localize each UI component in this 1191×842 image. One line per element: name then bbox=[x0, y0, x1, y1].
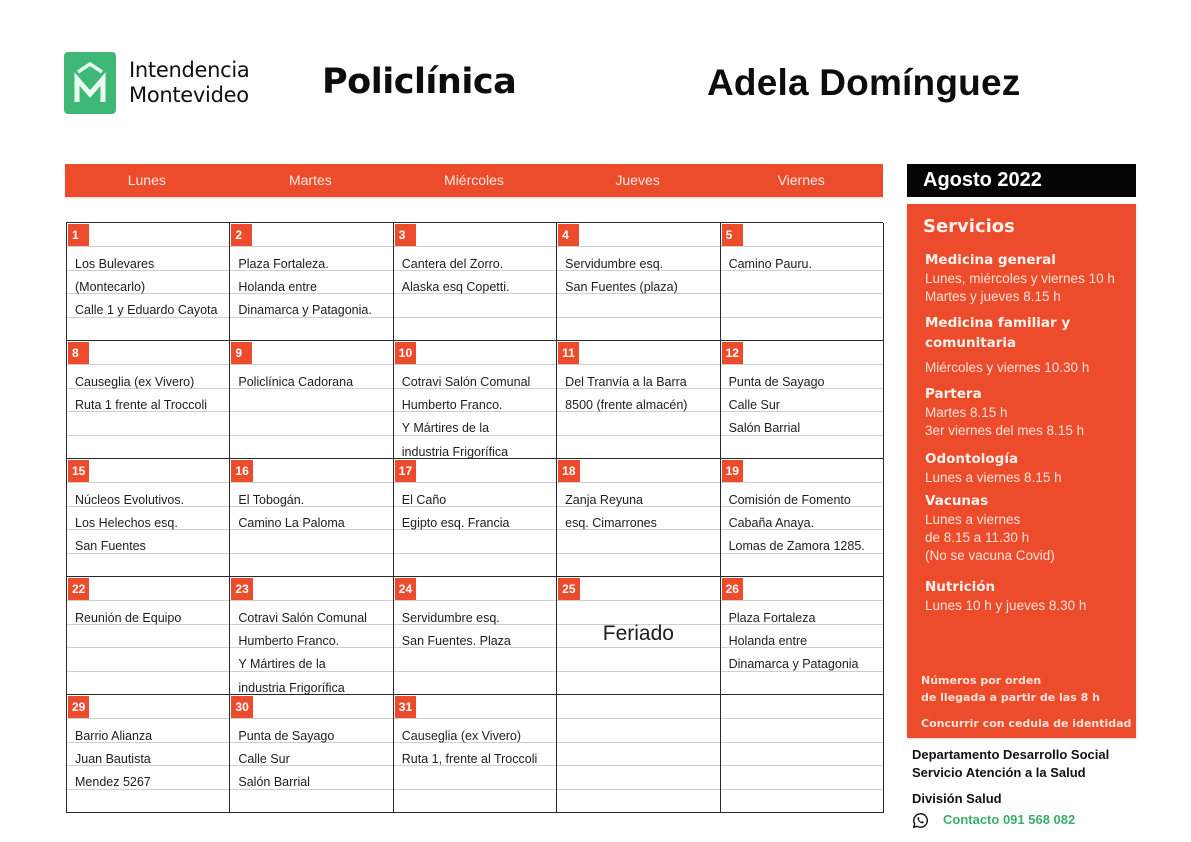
location-line: Los Helechos esq. bbox=[75, 516, 178, 531]
day-number-badge: 26 bbox=[722, 578, 743, 600]
day-cell bbox=[394, 223, 557, 341]
location-line: Juan Bautista bbox=[75, 752, 151, 767]
location-line: Alaska esq Copetti. bbox=[401, 280, 510, 295]
location-line: Humberto Franco. bbox=[238, 634, 340, 649]
service-item bbox=[925, 384, 1136, 440]
day-number-badge: 16 bbox=[231, 460, 252, 482]
location-line: Dinamarca y Patagonia. bbox=[238, 303, 372, 318]
service-schedule: de 8.15 a 11.30 h bbox=[925, 530, 1030, 545]
service-schedule: Martes 8.15 h bbox=[925, 405, 1008, 420]
services-notes bbox=[921, 672, 1131, 732]
location-line: Plaza Fortaleza bbox=[728, 611, 816, 625]
day-number-badge: 24 bbox=[395, 578, 416, 600]
note-order-line-2: de llegada a partir de las 8 h bbox=[921, 691, 1100, 704]
day-locations bbox=[402, 253, 554, 299]
day-number-badge: 23 bbox=[231, 578, 252, 600]
note-order-line-1: Números por orden bbox=[921, 674, 1042, 687]
location-line: Holanda entre bbox=[238, 280, 317, 295]
day-locations bbox=[402, 725, 554, 771]
day-cell bbox=[721, 223, 884, 341]
services-list bbox=[923, 250, 1136, 615]
note-id-card: Concurrir con cedula de identidad bbox=[921, 717, 1132, 730]
day-cell bbox=[721, 459, 884, 577]
day-number-badge: 8 bbox=[68, 342, 89, 364]
location-line: Reunión de Equipo bbox=[75, 611, 182, 625]
location-line: Policlínica Cadorana bbox=[238, 375, 354, 389]
service-name: Nutrición bbox=[925, 579, 996, 595]
footer-dept: Departamento Desarrollo Social bbox=[912, 747, 1110, 762]
day-cell bbox=[230, 459, 393, 577]
location-line: esq. Cimarrones bbox=[565, 516, 657, 531]
day-cell bbox=[230, 223, 393, 341]
day-number-badge: 2 bbox=[231, 224, 252, 246]
service-item bbox=[925, 491, 1136, 565]
service-item bbox=[925, 449, 1136, 487]
service-schedule: 3er viernes del mes 8.15 h bbox=[925, 423, 1085, 438]
day-number-badge: 29 bbox=[68, 696, 89, 718]
location-line: San Fuentes bbox=[75, 539, 146, 554]
service-schedule: Lunes 10 h y jueves 8.30 h bbox=[925, 598, 1087, 613]
day-number-badge: 5 bbox=[722, 224, 743, 246]
location-line: Cotravi Salón Comunal bbox=[401, 375, 531, 389]
location-line: Calle Sur bbox=[728, 398, 780, 413]
day-locations bbox=[729, 607, 881, 677]
day-number-badge: 22 bbox=[68, 578, 89, 600]
policlinic-name: Adela Domínguez bbox=[707, 62, 1021, 103]
service-item bbox=[925, 250, 1136, 306]
location-line: industria Frigorífica bbox=[238, 680, 345, 695]
day-locations bbox=[402, 371, 554, 464]
day-locations bbox=[729, 371, 881, 441]
day-locations bbox=[565, 253, 717, 299]
location-line: Salón Barrial bbox=[728, 421, 801, 436]
service-item bbox=[925, 577, 1136, 615]
day-cell bbox=[557, 577, 720, 695]
service-name: Odontología bbox=[925, 451, 1019, 467]
location-line: San Fuentes (plaza) bbox=[565, 280, 678, 295]
location-line: Cabaña Anaya. bbox=[728, 516, 815, 531]
service-schedule: Miércoles y viernes 10.30 h bbox=[925, 360, 1090, 375]
day-number-badge: 17 bbox=[395, 460, 416, 482]
day-cell bbox=[230, 577, 393, 695]
weekday-tuesday: Martes bbox=[288, 172, 332, 188]
location-line: Zanja Reyuna bbox=[565, 493, 643, 507]
day-number-badge: 11 bbox=[558, 342, 579, 364]
day-cell bbox=[67, 459, 230, 577]
service-schedule: Lunes, miércoles y viernes 10 h bbox=[925, 271, 1115, 286]
location-line: Causeglia (ex Vivero) bbox=[75, 375, 195, 389]
day-locations bbox=[729, 489, 881, 559]
day-number-badge: 18 bbox=[558, 460, 579, 482]
day-cell bbox=[230, 695, 393, 813]
footer bbox=[912, 746, 1109, 829]
intendencia-logo bbox=[64, 52, 116, 114]
location-line: Calle Sur bbox=[238, 752, 290, 767]
brand-name bbox=[129, 58, 249, 108]
calendar-grid bbox=[66, 222, 883, 813]
location-line: Causeglia (ex Vivero) bbox=[401, 729, 522, 743]
location-line: 8500 (frente almacén) bbox=[565, 398, 688, 413]
weekday-thursday: Jueves bbox=[615, 172, 660, 188]
empty-day-cell bbox=[557, 695, 720, 813]
day-locations bbox=[565, 371, 717, 417]
location-line: Ruta 1, frente al Troccoli bbox=[401, 752, 538, 767]
location-line: (Montecarlo) bbox=[75, 280, 146, 295]
location-line: San Fuentes. Plaza bbox=[401, 634, 511, 649]
day-number-badge: 31 bbox=[395, 696, 416, 718]
day-number-badge: 19 bbox=[722, 460, 743, 482]
service-schedule: (No se vacuna Covid) bbox=[925, 548, 1055, 563]
day-locations bbox=[729, 253, 881, 276]
location-line: Cotravi Salón Comunal bbox=[238, 611, 367, 625]
day-locations bbox=[402, 489, 554, 535]
day-number-badge: 3 bbox=[395, 224, 416, 246]
location-line: Barrio Alianza bbox=[75, 729, 153, 743]
location-line: Núcleos Evolutivos. bbox=[75, 493, 185, 507]
day-locations bbox=[238, 725, 390, 795]
location-line: Punta de Sayago bbox=[728, 375, 825, 389]
page-title: Policlínica bbox=[322, 62, 517, 102]
day-locations bbox=[75, 607, 227, 630]
day-cell bbox=[721, 341, 884, 459]
day-locations bbox=[238, 371, 390, 394]
weekday-header bbox=[65, 164, 883, 197]
location-line: Salón Barrial bbox=[238, 775, 310, 790]
service-schedule: Lunes a viernes 8.15 h bbox=[925, 470, 1062, 485]
month-label: Agosto 2022 bbox=[907, 164, 1136, 197]
day-cell bbox=[394, 695, 557, 813]
service-schedule: Martes y jueves 8.15 h bbox=[925, 289, 1061, 304]
services-title: Servicios bbox=[923, 216, 1015, 237]
day-locations bbox=[238, 489, 390, 535]
location-line: Cantera del Zorro. bbox=[401, 257, 504, 271]
location-line: Del Tranvía a la Barra bbox=[565, 375, 687, 389]
service-item bbox=[925, 313, 1136, 377]
service-name: Medicina familiar y comunitaria bbox=[925, 315, 1071, 351]
day-number-badge: 12 bbox=[722, 342, 743, 364]
location-line: Punta de Sayago bbox=[238, 729, 335, 743]
day-number-badge: 30 bbox=[231, 696, 252, 718]
location-line: Servidumbre esq. bbox=[401, 611, 500, 625]
location-line: Ruta 1 frente al Troccoli bbox=[75, 398, 208, 413]
location-line: Dinamarca y Patagonia bbox=[728, 657, 859, 672]
location-line: El Caño bbox=[401, 493, 447, 507]
service-name: Medicina general bbox=[925, 252, 1056, 268]
weekday-friday: Viernes bbox=[777, 172, 825, 188]
day-number-badge: 1 bbox=[68, 224, 89, 246]
day-cell bbox=[67, 341, 230, 459]
location-line: El Tobogán. bbox=[238, 493, 305, 507]
location-line: Plaza Fortaleza. bbox=[238, 257, 329, 271]
day-cell bbox=[67, 577, 230, 695]
weekday-monday: Lunes bbox=[127, 172, 166, 188]
day-locations bbox=[402, 607, 554, 653]
footer-service: Servicio Atención a la Salud bbox=[912, 765, 1086, 780]
location-line: Y Mártires de la bbox=[238, 657, 326, 672]
location-line: Mendez 5267 bbox=[75, 775, 151, 790]
day-cell bbox=[67, 695, 230, 813]
day-number-badge: 25 bbox=[558, 578, 579, 600]
day-locations bbox=[238, 607, 390, 700]
logo-m-icon bbox=[64, 52, 116, 114]
location-line: Humberto Franco. bbox=[401, 398, 503, 413]
location-line: Holanda entre bbox=[728, 634, 808, 649]
location-line: Los Bulevares bbox=[75, 257, 155, 271]
day-locations bbox=[75, 725, 227, 795]
day-cell bbox=[230, 341, 393, 459]
day-cell bbox=[557, 341, 720, 459]
location-line: Comisión de Fomento bbox=[728, 493, 851, 507]
day-number-badge: 15 bbox=[68, 460, 89, 482]
day-locations bbox=[75, 371, 227, 417]
service-schedule: Lunes a viernes bbox=[925, 512, 1021, 527]
location-line: Calle 1 y Eduardo Cayota bbox=[75, 303, 218, 318]
empty-day-cell bbox=[721, 695, 884, 813]
location-line: Servidumbre esq. bbox=[565, 257, 664, 271]
day-locations bbox=[75, 253, 227, 323]
location-line: Camino Pauru. bbox=[728, 257, 812, 271]
day-cell bbox=[557, 223, 720, 341]
day-locations bbox=[238, 253, 390, 323]
brand-line-2: Montevideo bbox=[129, 83, 249, 107]
day-number-badge: 4 bbox=[558, 224, 579, 246]
day-cell bbox=[67, 223, 230, 341]
day-cell bbox=[394, 459, 557, 577]
day-locations bbox=[75, 489, 227, 559]
location-line: Camino La Paloma bbox=[238, 516, 345, 531]
brand-line-1: Intendencia bbox=[129, 58, 250, 82]
day-number-badge: 10 bbox=[395, 342, 416, 364]
service-name: Partera bbox=[925, 386, 982, 402]
whatsapp-icon bbox=[912, 812, 929, 829]
footer-division: División Salud bbox=[912, 791, 1002, 806]
contact-row bbox=[912, 811, 1109, 829]
location-line: industria Frigorífica bbox=[401, 444, 509, 459]
day-locations bbox=[565, 489, 717, 535]
day-cell bbox=[721, 577, 884, 695]
location-line: Lomas de Zamora 1285. bbox=[728, 539, 865, 554]
holiday-label: Feriado bbox=[602, 622, 674, 645]
day-number-badge: 9 bbox=[231, 342, 252, 364]
day-cell bbox=[394, 341, 557, 459]
service-name: Vacunas bbox=[925, 493, 989, 509]
day-cell bbox=[557, 459, 720, 577]
location-line: Egipto esq. Francia bbox=[401, 516, 510, 531]
location-line: Y Mártires de la bbox=[401, 421, 490, 436]
services-panel bbox=[907, 204, 1136, 738]
contact-phone[interactable]: Contacto 091 568 082 bbox=[943, 812, 1076, 827]
weekday-wednesday: Miércoles bbox=[444, 172, 504, 188]
day-cell bbox=[394, 577, 557, 695]
